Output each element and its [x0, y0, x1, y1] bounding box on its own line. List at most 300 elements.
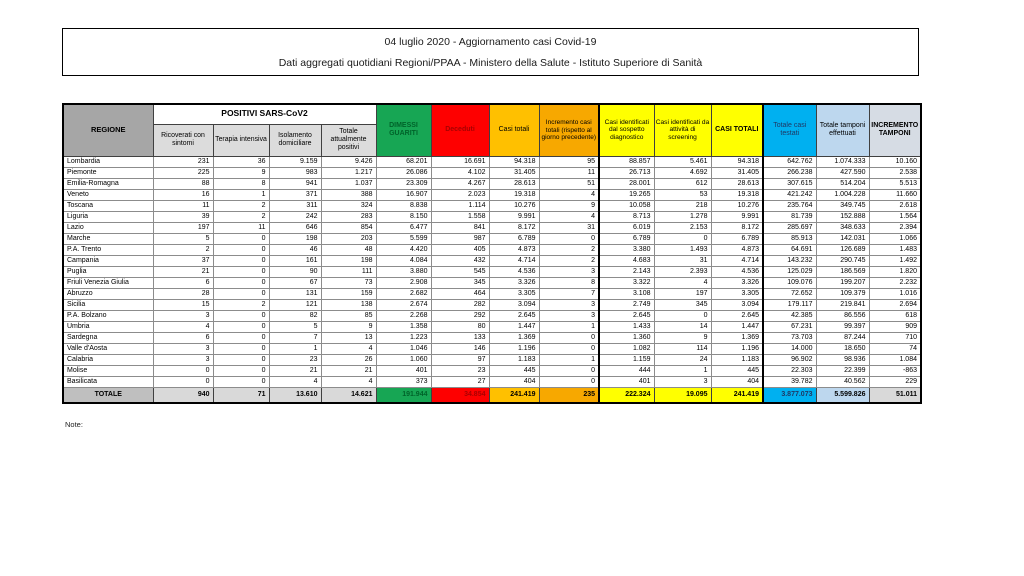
value-cell: 444: [599, 365, 654, 376]
value-cell: 1.082: [599, 343, 654, 354]
table-row: [63, 266, 921, 277]
value-cell: 80: [431, 321, 489, 332]
value-cell: 404: [711, 376, 763, 387]
region-name-cell: Valle d'Aosta: [63, 343, 153, 354]
value-cell: 642.762: [763, 156, 816, 167]
table-row: [63, 255, 921, 266]
value-cell: 40.562: [816, 376, 869, 387]
value-cell: 0: [153, 365, 213, 376]
value-cell: 464: [431, 288, 489, 299]
value-cell: 3: [539, 266, 599, 277]
region-name-cell: Veneto: [63, 189, 153, 200]
total-value-cell: 222.324: [599, 387, 654, 403]
region-name-cell: Piemonte: [63, 167, 153, 178]
value-cell: 142.031: [816, 233, 869, 244]
value-cell: 4.084: [376, 255, 431, 266]
value-cell: 4: [539, 189, 599, 200]
col-header-totale-casi-testati: Totale casi testati: [763, 104, 816, 156]
total-value-cell: 191.944: [376, 387, 431, 403]
value-cell: 19.318: [489, 189, 539, 200]
value-cell: 114: [654, 343, 711, 354]
value-cell: 6.789: [599, 233, 654, 244]
value-cell: 311: [269, 200, 321, 211]
table-row: [63, 321, 921, 332]
value-cell: 4.536: [489, 266, 539, 277]
value-cell: 198: [269, 233, 321, 244]
total-value-cell: 51.011: [869, 387, 921, 403]
total-value-cell: 19.095: [654, 387, 711, 403]
region-name-cell: Umbria: [63, 321, 153, 332]
value-cell: 3: [153, 354, 213, 365]
value-cell: 3.380: [599, 244, 654, 255]
note-label: Note:: [65, 420, 83, 429]
value-cell: 2.749: [599, 299, 654, 310]
region-name-cell: Lombardia: [63, 156, 153, 167]
value-cell: 2: [539, 244, 599, 255]
value-cell: 10.160: [869, 156, 921, 167]
value-cell: 27: [431, 376, 489, 387]
value-cell: 290.745: [816, 255, 869, 266]
value-cell: 39: [153, 211, 213, 222]
table-row: [63, 244, 921, 255]
value-cell: 5.461: [654, 156, 711, 167]
col-header-isolamento-domiciliare: Isolamento domiciliare: [269, 124, 321, 156]
region-name-cell: Lazio: [63, 222, 153, 233]
value-cell: 19.265: [599, 189, 654, 200]
value-cell: 42.385: [763, 310, 816, 321]
value-cell: 4.873: [711, 244, 763, 255]
value-cell: 3.326: [711, 277, 763, 288]
value-cell: 10.276: [711, 200, 763, 211]
value-cell: 3: [539, 299, 599, 310]
value-cell: 146: [431, 343, 489, 354]
value-cell: 31.405: [711, 167, 763, 178]
value-cell: 1.447: [711, 321, 763, 332]
value-cell: 2: [213, 299, 269, 310]
value-cell: 94.318: [711, 156, 763, 167]
value-cell: 1.159: [599, 354, 654, 365]
region-name-cell: Liguria: [63, 211, 153, 222]
value-cell: -863: [869, 365, 921, 376]
value-cell: 0: [213, 310, 269, 321]
region-name-cell: Emilia-Romagna: [63, 178, 153, 189]
value-cell: 266.238: [763, 167, 816, 178]
value-cell: 4: [321, 376, 376, 387]
table-header: [63, 104, 921, 156]
value-cell: 1.217: [321, 167, 376, 178]
value-cell: 51: [539, 178, 599, 189]
value-cell: 0: [213, 255, 269, 266]
col-header-deceduti: Deceduti: [431, 104, 489, 156]
value-cell: 8: [539, 277, 599, 288]
region-name-cell: Puglia: [63, 266, 153, 277]
value-cell: 6: [153, 332, 213, 343]
value-cell: 1.369: [711, 332, 763, 343]
value-cell: 646: [269, 222, 321, 233]
col-header-totale-tamponi: Totale tamponi effettuati: [816, 104, 869, 156]
value-cell: 111: [321, 266, 376, 277]
value-cell: 1.183: [711, 354, 763, 365]
total-value-cell: 71: [213, 387, 269, 403]
total-value-cell: 241.419: [489, 387, 539, 403]
value-cell: 854: [321, 222, 376, 233]
value-cell: 987: [431, 233, 489, 244]
value-cell: 88: [153, 178, 213, 189]
value-cell: 404: [489, 376, 539, 387]
value-cell: 1.084: [869, 354, 921, 365]
value-cell: 9: [321, 321, 376, 332]
value-cell: 349.745: [816, 200, 869, 211]
value-cell: 11.660: [869, 189, 921, 200]
region-name-cell: Basilicata: [63, 376, 153, 387]
value-cell: 198: [321, 255, 376, 266]
value-cell: 219.841: [816, 299, 869, 310]
value-cell: 421.242: [763, 189, 816, 200]
value-cell: 199.207: [816, 277, 869, 288]
value-cell: 0: [213, 277, 269, 288]
value-cell: 11: [539, 167, 599, 178]
table-row: [63, 299, 921, 310]
value-cell: 11: [213, 222, 269, 233]
value-cell: 8.150: [376, 211, 431, 222]
value-cell: 8: [213, 178, 269, 189]
value-cell: 28.001: [599, 178, 654, 189]
total-value-cell: 241.419: [711, 387, 763, 403]
value-cell: 203: [321, 233, 376, 244]
table-row: [63, 178, 921, 189]
value-cell: 432: [431, 255, 489, 266]
value-cell: 26: [321, 354, 376, 365]
value-cell: 388: [321, 189, 376, 200]
value-cell: 8.172: [489, 222, 539, 233]
table-body: [63, 156, 921, 387]
value-cell: 1: [654, 365, 711, 376]
value-cell: 235.764: [763, 200, 816, 211]
value-cell: 72.652: [763, 288, 816, 299]
value-cell: 131: [269, 288, 321, 299]
value-cell: 0: [539, 365, 599, 376]
col-header-dimessi-guariti: DIMESSI GUARITI: [376, 104, 431, 156]
value-cell: 1.074.333: [816, 156, 869, 167]
value-cell: 4.873: [489, 244, 539, 255]
value-cell: 6.789: [711, 233, 763, 244]
region-name-cell: Sicilia: [63, 299, 153, 310]
value-cell: 7: [269, 332, 321, 343]
table-row: [63, 365, 921, 376]
col-header-regione: REGIONE: [63, 104, 153, 156]
title-line-2: Dati aggregati quotidiani Regioni/PPAA - Ministero della Salute - Istituto Superiore di Sanità: [278, 57, 703, 69]
value-cell: 179.117: [763, 299, 816, 310]
value-cell: 0: [654, 233, 711, 244]
value-cell: 3: [153, 343, 213, 354]
value-cell: 1.360: [599, 332, 654, 343]
value-cell: 0: [213, 266, 269, 277]
value-cell: 96.902: [763, 354, 816, 365]
covid-table-wrap: [62, 103, 922, 404]
value-cell: 13: [321, 332, 376, 343]
col-header-ricoverati-sintomi: Ricoverati con sintomi: [153, 124, 213, 156]
value-cell: 6.019: [599, 222, 654, 233]
value-cell: 74: [869, 343, 921, 354]
value-cell: 941: [269, 178, 321, 189]
region-name-cell: Toscana: [63, 200, 153, 211]
value-cell: 5: [269, 321, 321, 332]
value-cell: 22.399: [816, 365, 869, 376]
value-cell: 21: [269, 365, 321, 376]
value-cell: 348.633: [816, 222, 869, 233]
region-name-cell: Abruzzo: [63, 288, 153, 299]
value-cell: 126.689: [816, 244, 869, 255]
value-cell: 0: [213, 321, 269, 332]
value-cell: 1.493: [654, 244, 711, 255]
total-value-cell: 940: [153, 387, 213, 403]
total-value-cell: 5.599.826: [816, 387, 869, 403]
value-cell: 2: [539, 255, 599, 266]
value-cell: 1: [269, 343, 321, 354]
value-cell: 841: [431, 222, 489, 233]
value-cell: 4.536: [711, 266, 763, 277]
value-cell: 4: [269, 376, 321, 387]
value-cell: 1.196: [711, 343, 763, 354]
value-cell: 4.683: [599, 255, 654, 266]
value-cell: 2.682: [376, 288, 431, 299]
value-cell: 9: [213, 167, 269, 178]
value-cell: 16: [153, 189, 213, 200]
value-cell: 88.857: [599, 156, 654, 167]
col-header-totale-positivi: Totale attualmente positivi: [321, 124, 376, 156]
region-name-cell: Calabria: [63, 354, 153, 365]
value-cell: 23: [431, 365, 489, 376]
region-name-cell: Friuli Venezia Giulia: [63, 277, 153, 288]
value-cell: 445: [489, 365, 539, 376]
value-cell: 16.907: [376, 189, 431, 200]
table-row: [63, 189, 921, 200]
value-cell: 983: [269, 167, 321, 178]
col-header-incremento-casi: Incremento casi totali (rispetto al giorno precedente): [539, 104, 599, 156]
value-cell: 109.076: [763, 277, 816, 288]
value-cell: 307.615: [763, 178, 816, 189]
value-cell: 97: [431, 354, 489, 365]
value-cell: 1.016: [869, 288, 921, 299]
value-cell: 7: [539, 288, 599, 299]
value-cell: 0: [213, 332, 269, 343]
col-header-terapia-intensiva: Terapia intensiva: [213, 124, 269, 156]
value-cell: 2.023: [431, 189, 489, 200]
value-cell: 14: [654, 321, 711, 332]
value-cell: 53: [654, 189, 711, 200]
value-cell: 427.590: [816, 167, 869, 178]
col-header-casi-totali-2: CASI TOTALI: [711, 104, 763, 156]
value-cell: 152.888: [816, 211, 869, 222]
value-cell: 285.697: [763, 222, 816, 233]
value-cell: 9: [654, 332, 711, 343]
value-cell: 67: [269, 277, 321, 288]
value-cell: 0: [213, 233, 269, 244]
value-cell: 0: [213, 365, 269, 376]
table-row: [63, 222, 921, 233]
region-name-cell: Campania: [63, 255, 153, 266]
value-cell: 133: [431, 332, 489, 343]
value-cell: 28.613: [489, 178, 539, 189]
value-cell: 67.231: [763, 321, 816, 332]
value-cell: 64.691: [763, 244, 816, 255]
value-cell: 2.394: [869, 222, 921, 233]
value-cell: 9.159: [269, 156, 321, 167]
value-cell: 1.046: [376, 343, 431, 354]
value-cell: 6.477: [376, 222, 431, 233]
value-cell: 26.713: [599, 167, 654, 178]
value-cell: 23: [269, 354, 321, 365]
value-cell: 36: [213, 156, 269, 167]
value-cell: 3.108: [599, 288, 654, 299]
table-row: [63, 310, 921, 321]
value-cell: 9.991: [711, 211, 763, 222]
value-cell: 2.618: [869, 200, 921, 211]
value-cell: 31: [539, 222, 599, 233]
value-cell: 138: [321, 299, 376, 310]
value-cell: 161: [269, 255, 321, 266]
value-cell: 125.029: [763, 266, 816, 277]
value-cell: 22.303: [763, 365, 816, 376]
value-cell: 2.153: [654, 222, 711, 233]
table-footer: [63, 387, 921, 403]
region-name-cell: P.A. Bolzano: [63, 310, 153, 321]
value-cell: 710: [869, 332, 921, 343]
value-cell: 1.483: [869, 244, 921, 255]
value-cell: 283: [321, 211, 376, 222]
value-cell: 1.060: [376, 354, 431, 365]
value-cell: 4.692: [654, 167, 711, 178]
value-cell: 3.305: [711, 288, 763, 299]
value-cell: 3.094: [489, 299, 539, 310]
value-cell: 3: [539, 310, 599, 321]
value-cell: 0: [213, 354, 269, 365]
value-cell: 2.538: [869, 167, 921, 178]
col-header-casi-totali: Casi totali: [489, 104, 539, 156]
value-cell: 1.820: [869, 266, 921, 277]
value-cell: 31.405: [489, 167, 539, 178]
value-cell: 109.379: [816, 288, 869, 299]
value-cell: 4.420: [376, 244, 431, 255]
value-cell: 2.143: [599, 266, 654, 277]
value-cell: 292: [431, 310, 489, 321]
value-cell: 19.318: [711, 189, 763, 200]
total-row: [63, 387, 921, 403]
value-cell: 121: [269, 299, 321, 310]
value-cell: 15: [153, 299, 213, 310]
value-cell: 445: [711, 365, 763, 376]
total-label-cell: TOTALE: [63, 387, 153, 403]
value-cell: 1.066: [869, 233, 921, 244]
value-cell: 218: [654, 200, 711, 211]
value-cell: 0: [539, 233, 599, 244]
total-value-cell: 14.621: [321, 387, 376, 403]
value-cell: 82: [269, 310, 321, 321]
value-cell: 0: [213, 244, 269, 255]
value-cell: 85: [321, 310, 376, 321]
value-cell: 90: [269, 266, 321, 277]
value-cell: 0: [654, 310, 711, 321]
value-cell: 95: [539, 156, 599, 167]
value-cell: 4: [654, 277, 711, 288]
col-group-header-positivi: POSITIVI SARS-CoV2: [153, 104, 376, 124]
value-cell: 14.000: [763, 343, 816, 354]
title-box: [62, 28, 919, 76]
value-cell: 401: [376, 365, 431, 376]
value-cell: 18.650: [816, 343, 869, 354]
value-cell: 1: [213, 189, 269, 200]
value-cell: 3.326: [489, 277, 539, 288]
value-cell: 1.196: [489, 343, 539, 354]
value-cell: 2.674: [376, 299, 431, 310]
value-cell: 11: [153, 200, 213, 211]
table-row: [63, 167, 921, 178]
value-cell: 48: [321, 244, 376, 255]
table-row: [63, 376, 921, 387]
value-cell: 2.645: [599, 310, 654, 321]
value-cell: 28.613: [711, 178, 763, 189]
value-cell: 3.322: [599, 277, 654, 288]
value-cell: 2.645: [489, 310, 539, 321]
value-cell: 0: [213, 343, 269, 354]
covid-data-table: [62, 103, 922, 404]
value-cell: 1.004.228: [816, 189, 869, 200]
col-header-casi-sospetto-diagnostico: Casi identificati dal sospetto diagnostico: [599, 104, 654, 156]
value-cell: 231: [153, 156, 213, 167]
value-cell: 73.703: [763, 332, 816, 343]
value-cell: 24: [654, 354, 711, 365]
value-cell: 10.276: [489, 200, 539, 211]
table-row: [63, 211, 921, 222]
value-cell: 4: [539, 211, 599, 222]
value-cell: 1: [539, 321, 599, 332]
value-cell: 3.094: [711, 299, 763, 310]
value-cell: 514.204: [816, 178, 869, 189]
value-cell: 324: [321, 200, 376, 211]
region-name-cell: Marche: [63, 233, 153, 244]
value-cell: 1.564: [869, 211, 921, 222]
value-cell: 282: [431, 299, 489, 310]
value-cell: 2: [213, 200, 269, 211]
value-cell: 86.556: [816, 310, 869, 321]
table-row: [63, 233, 921, 244]
value-cell: 401: [599, 376, 654, 387]
value-cell: 4.267: [431, 178, 489, 189]
table-row: [63, 288, 921, 299]
value-cell: 31: [654, 255, 711, 266]
value-cell: 6: [153, 277, 213, 288]
value-cell: 3: [654, 376, 711, 387]
value-cell: 612: [654, 178, 711, 189]
value-cell: 4: [153, 321, 213, 332]
value-cell: 0: [153, 376, 213, 387]
value-cell: 1.278: [654, 211, 711, 222]
value-cell: 345: [431, 277, 489, 288]
value-cell: 909: [869, 321, 921, 332]
value-cell: 242: [269, 211, 321, 222]
value-cell: 39.782: [763, 376, 816, 387]
value-cell: 405: [431, 244, 489, 255]
value-cell: 143.232: [763, 255, 816, 266]
value-cell: 3: [153, 310, 213, 321]
value-cell: 94.318: [489, 156, 539, 167]
value-cell: 10.058: [599, 200, 654, 211]
value-cell: 197: [153, 222, 213, 233]
value-cell: 68.201: [376, 156, 431, 167]
value-cell: 2: [213, 211, 269, 222]
value-cell: 1.433: [599, 321, 654, 332]
value-cell: 2.908: [376, 277, 431, 288]
